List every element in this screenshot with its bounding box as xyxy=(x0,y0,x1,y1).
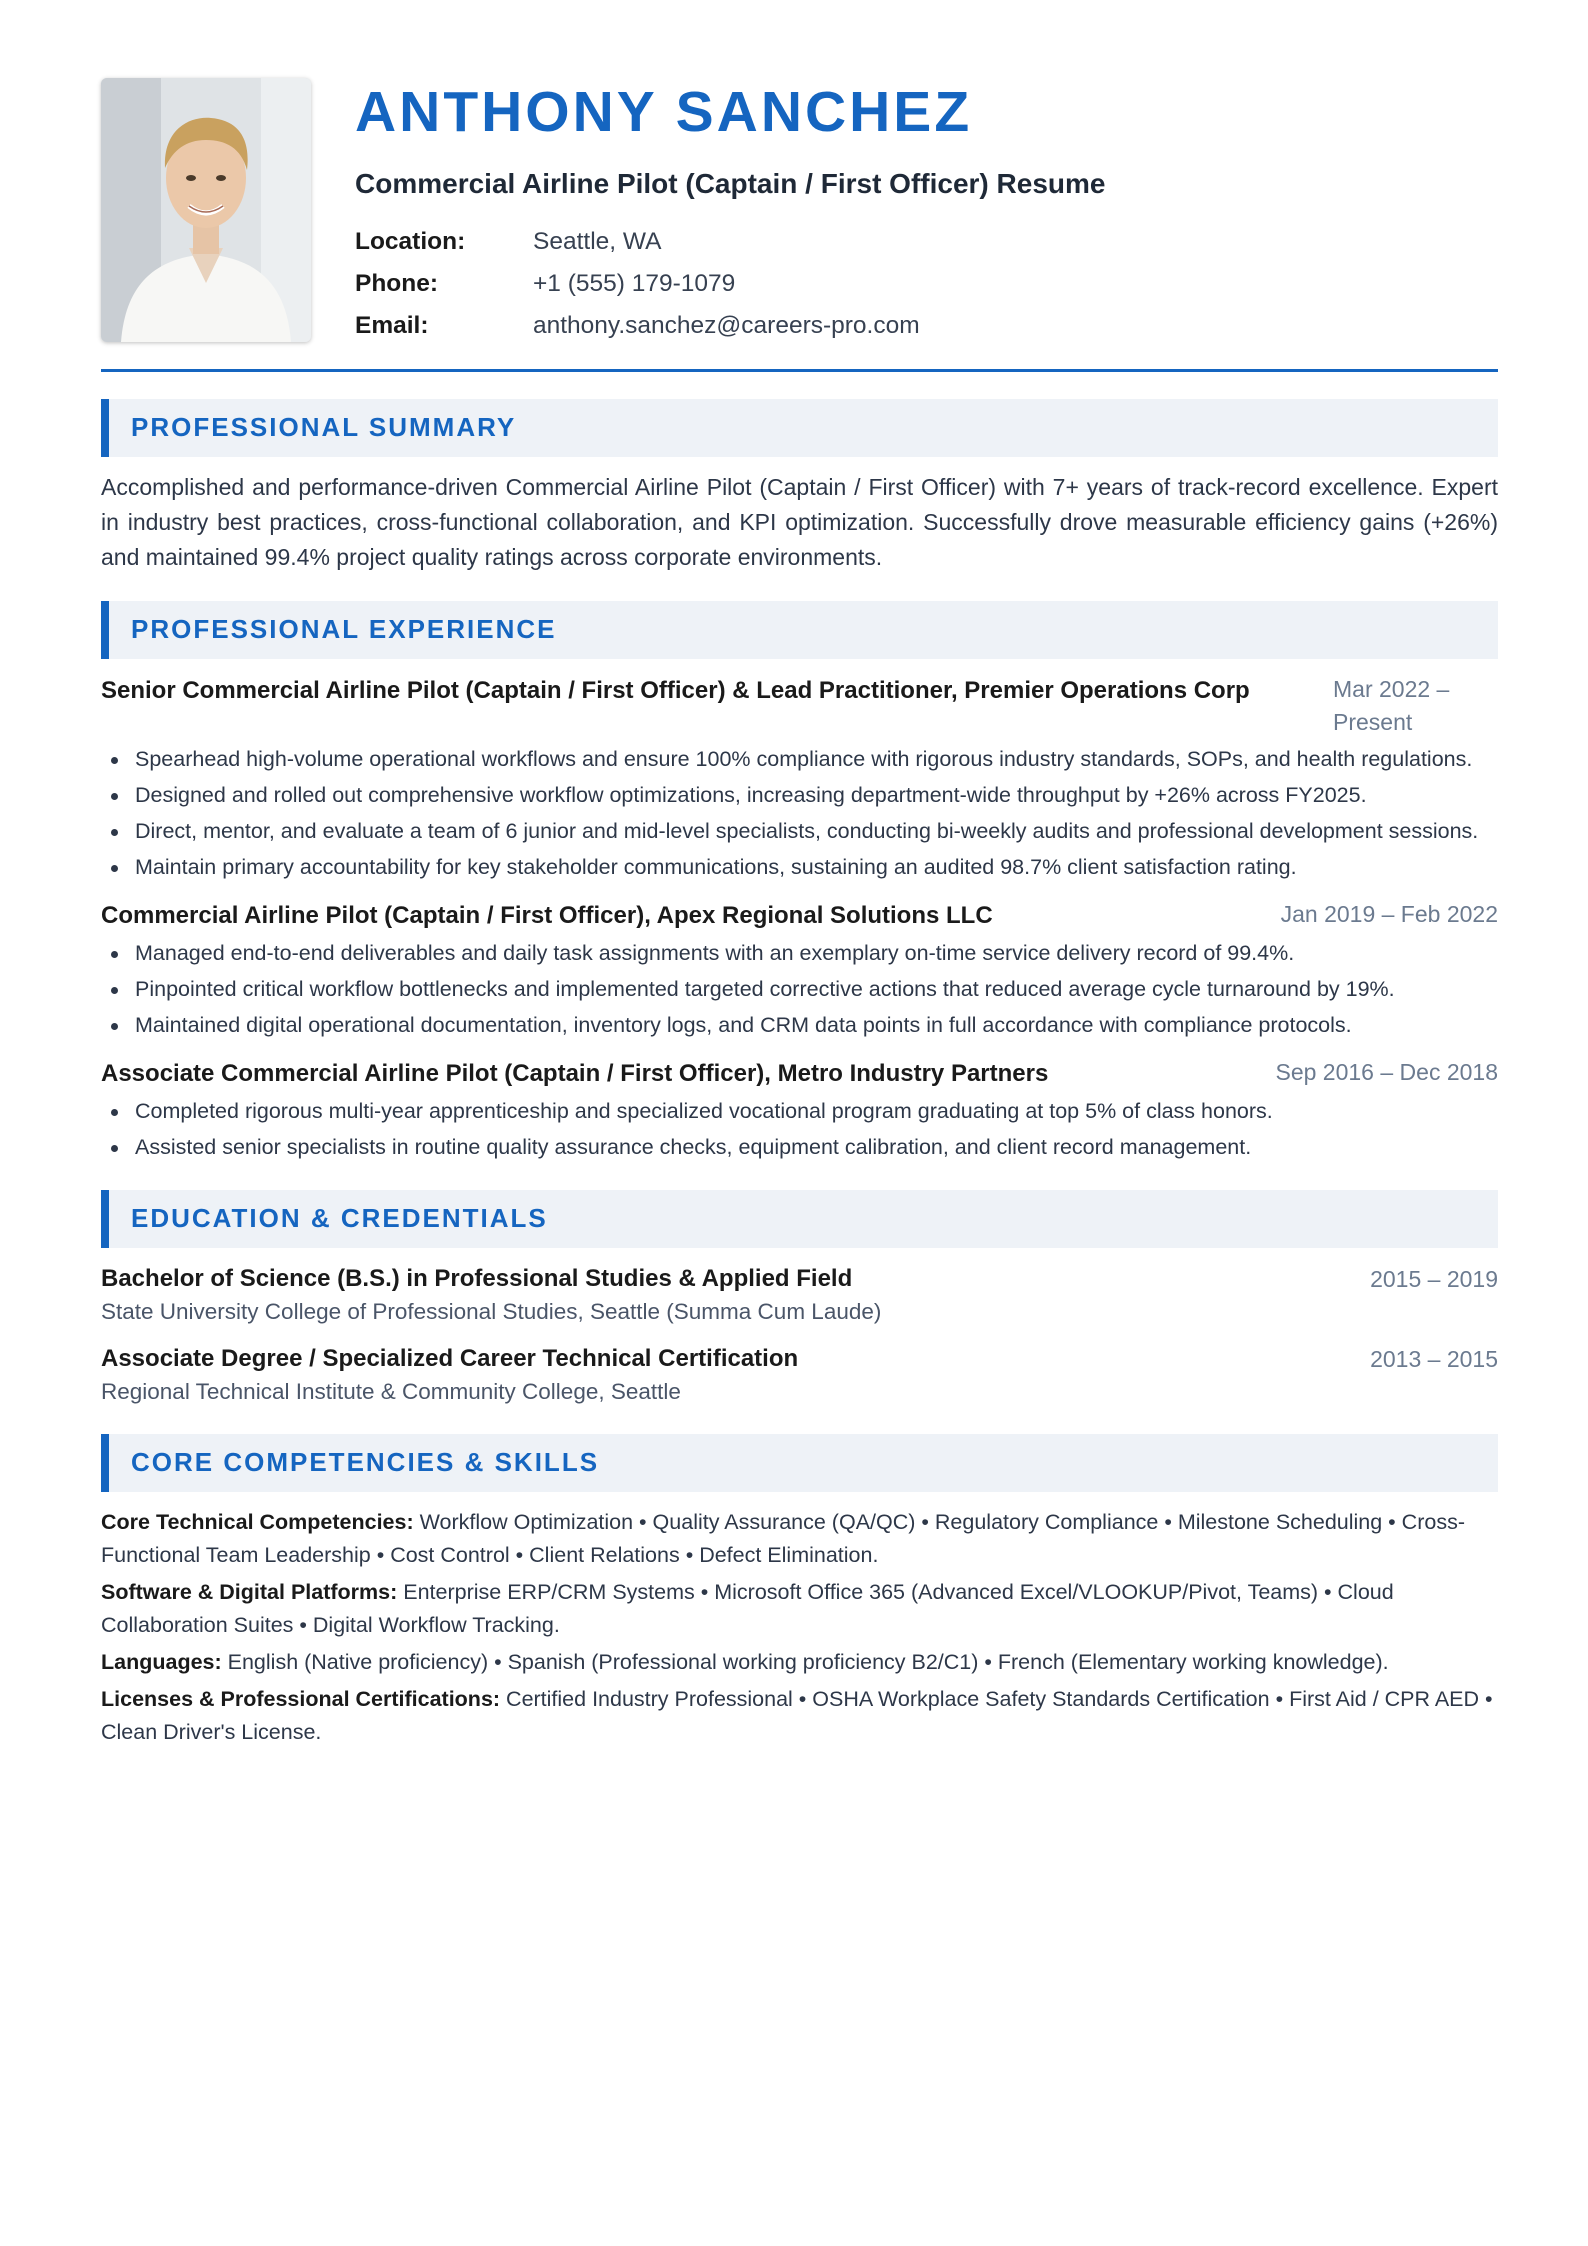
header-info xyxy=(355,78,1105,347)
job-title: Commercial Airline Pilot (Captain / First Officer), Apex Regional Solutions LLC xyxy=(101,901,993,929)
bullet-item: Spearhead high-volume operational workflows and ensure 100% compliance with rigorous industry standards, SOPs, and health regulations. xyxy=(101,743,1498,776)
contact-value: anthony.sanchez@careers-pro.com xyxy=(533,311,920,339)
job-entry xyxy=(101,1056,1498,1164)
section-title: PROFESSIONAL EXPERIENCE xyxy=(131,614,557,645)
skill-text: English (Native proficiency) • Spanish (Professional working proficiency B2/C1) • French (Elementary working knowledge). xyxy=(221,1649,1389,1674)
education-entry xyxy=(101,1342,1498,1408)
profile-photo xyxy=(101,78,311,342)
job-title: Associate Commercial Airline Pilot (Captain / First Officer), Metro Industry Partners xyxy=(101,1059,1049,1087)
section-header-experience xyxy=(101,601,1498,659)
skill-row xyxy=(101,1683,1498,1749)
contact-email xyxy=(355,305,1105,347)
degree-title: Associate Degree / Specialized Career Technical Certification xyxy=(101,1344,799,1372)
section-header-education xyxy=(101,1190,1498,1248)
job-bullets xyxy=(101,1095,1498,1164)
education-entry xyxy=(101,1262,1498,1328)
resume-header xyxy=(101,78,1498,347)
contact-info xyxy=(355,221,1105,347)
school-name: State University College of Professional Studies, Seattle (Summa Cum Laude) xyxy=(101,1298,882,1324)
header-divider xyxy=(101,369,1498,372)
skill-text: Enterprise ERP/CRM Systems • Microsoft Office 365 (Advanced Excel/VLOOKUP/Pivot, Teams) • Cloud Collaboration Suites • Digital Workflow Tracking. xyxy=(101,1579,1394,1637)
bullet-item: Designed and rolled out comprehensive workflow optimizations, increasing department-wide throughput by +26% across FY2025. xyxy=(101,779,1498,812)
bullet-item: Maintained digital operational documentation, inventory logs, and CRM data points in full accordance with compliance protocols. xyxy=(101,1009,1498,1042)
job-entry xyxy=(101,673,1498,884)
candidate-name: ANTHONY SANCHEZ xyxy=(355,80,973,144)
contact-label: Phone: xyxy=(355,269,439,297)
bullet-item: Completed rigorous multi-year apprenticeship and specialized vocational program graduating at top 5% of class honors. xyxy=(101,1095,1498,1128)
skill-text: Certified Industry Professional • OSHA Workplace Safety Standards Certification • First Aid / CPR AED • Clean Driver's License. xyxy=(101,1686,1493,1744)
bullet-item: Pinpointed critical workflow bottlenecks and implemented targeted corrective actions that reduced average cycle turnaround by 19%. xyxy=(101,973,1498,1006)
skill-row xyxy=(101,1506,1498,1572)
bullet-item: Managed end-to-end deliverables and daily task assignments with an exemplary on-time service delivery record of 99.4%. xyxy=(101,937,1498,970)
skill-label: Languages: xyxy=(101,1649,222,1674)
section-title: CORE COMPETENCIES & SKILLS xyxy=(131,1447,600,1478)
contact-label: Email: xyxy=(355,311,429,339)
bullet-item: Assisted senior specialists in routine quality assurance checks, equipment calibration, and client record management. xyxy=(101,1131,1498,1164)
job-title: Senior Commercial Airline Pilot (Captain / First Officer) & Lead Practitioner, Premier Operations Corp xyxy=(101,676,1250,704)
job-date: Mar 2022 – Present xyxy=(1333,675,1450,735)
job-date: Sep 2016 – Dec 2018 xyxy=(1275,1058,1498,1085)
school-name: Regional Technical Institute & Community College, Seattle xyxy=(101,1378,681,1404)
bullet-item: Maintain primary accountability for key stakeholder communications, sustaining an audited 98.7% client satisfaction rating. xyxy=(101,851,1498,884)
skill-text: Workflow Optimization • Quality Assurance (QA/QC) • Regulatory Compliance • Milestone Scheduling • Cross-Functional Team Leadership • Cost Control • Client Relations • Defect Elimination. xyxy=(101,1509,1465,1567)
summary-text: Accomplished and performance-driven Commercial Airline Pilot (Captain / First Officer) with 7+ years of track-record excellence. Expert in industry best practices, cross-functional collaboration, and KPI optimization. Successfully drove measurable efficiency gains (+26%) and maintained 99.4% project quality ratings across corporate environments. xyxy=(101,473,1498,570)
contact-value: +1 (555) 179-1079 xyxy=(533,269,736,297)
education-date: 2015 – 2019 xyxy=(1370,1265,1498,1292)
education-date: 2013 – 2015 xyxy=(1370,1345,1498,1372)
skill-label: Core Technical Competencies: xyxy=(101,1509,414,1534)
contact-location xyxy=(355,221,1105,263)
job-date: Jan 2019 – Feb 2022 xyxy=(1280,900,1498,927)
job-bullets xyxy=(101,743,1498,884)
job-entry xyxy=(101,898,1498,1042)
skill-row xyxy=(101,1646,1498,1679)
skills-list xyxy=(101,1506,1498,1749)
contact-label: Location: xyxy=(355,227,466,255)
section-header-skills xyxy=(101,1434,1498,1492)
contact-value: Seattle, WA xyxy=(533,227,662,255)
job-bullets xyxy=(101,937,1498,1042)
contact-phone xyxy=(355,263,1105,305)
skill-label: Software & Digital Platforms: xyxy=(101,1579,398,1604)
skill-row xyxy=(101,1576,1498,1642)
section-title: EDUCATION & CREDENTIALS xyxy=(131,1203,548,1234)
degree-title: Bachelor of Science (B.S.) in Professional Studies & Applied Field xyxy=(101,1264,853,1292)
section-title: PROFESSIONAL SUMMARY xyxy=(131,412,517,443)
resume-subtitle: Commercial Airline Pilot (Captain / First Officer) Resume xyxy=(355,168,1106,199)
bullet-item: Direct, mentor, and evaluate a team of 6 junior and mid-level specialists, conducting bi-weekly audits and professional development sessions. xyxy=(101,815,1498,848)
skill-label: Licenses & Professional Certifications: xyxy=(101,1686,501,1711)
section-header-summary xyxy=(101,399,1498,457)
